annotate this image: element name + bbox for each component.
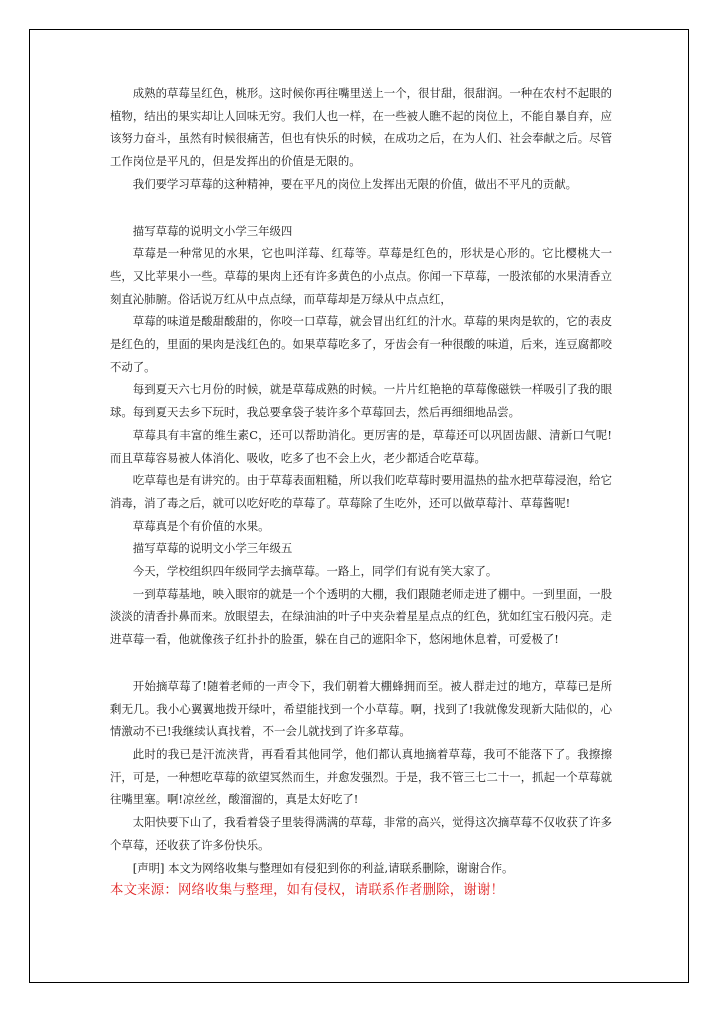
source-notice: 本文来源：网络收集与整理，如有侵权，请联系作者删除，谢谢！ <box>110 883 505 899</box>
paragraph: 草莓具有丰富的维生素C，还可以帮助消化。更厉害的是，草莓还可以巩固齿龈、清新口气呢!而且草莓容易被人体消化、吸收，吃多了也不会上火，老少都适合吃草莓。 <box>110 427 612 465</box>
spacer <box>110 196 612 220</box>
paragraph: 开始摘草莓了!随着老师的一声令下，我们朝着大棚蜂拥而至。被人群走过的地方，草莓已是所剩无几。我小心翼翼地拨开绿叶，希望能找到一个小草莓。啊，找到了!我就像发现新大陆似的，心情激动不已!我继续认真找着，不一会儿就找到了许多草莓。 <box>110 678 612 739</box>
paragraph: 今天，学校组织四年级同学去摘草莓。一路上，同学们有说有笑大家了。 <box>132 564 498 579</box>
spacer <box>110 651 612 675</box>
section-heading-five: 描写草莓的说明文小学三年级五 <box>132 541 293 556</box>
paragraph: 草莓的味道是酸甜酸甜的，你咬一口草莓，就会冒出红红的汁水。草莓的果肉是软的，它的表皮是红色的，里面的果肉是浅红色的。如果草莓吃多了，牙齿会有一种很酸的味道，后来，连豆腐都咬不动了。 <box>110 314 612 374</box>
paragraph: 草莓真是个有价值的水果。 <box>132 518 270 533</box>
paragraph: 我们要学习草莓的这种精神，要在平凡的岗位上发挥出无限的价值，做出不平凡的贡献。 <box>132 176 578 191</box>
disclaimer: [声明] 本文为网络收集与整理如有侵犯到你的利益,请联系删除，谢谢合作。 <box>132 860 514 875</box>
paragraph: 太阳快要下山了，我看着袋子里装得满满的草莓，非常的高兴，觉得这次摘草莓不仅收获了许多个草莓，还收获了许多份快乐。 <box>110 815 612 852</box>
paragraph: 每到夏天六七月份的时候，就是草莓成熟的时候。一片片红艳艳的草莓像磁铁一样吸引了我的眼球。每到夏天去乡下玩时，我总要拿袋子装许多个草莓回去，然后再细细地品尝。 <box>110 382 612 420</box>
paragraph: 吃草莓也是有讲究的。由于草莓表面粗糙，所以我们吃草莓时要用温热的盐水把草莓浸泡，给它消毒，消了毒之后，就可以吃好吃的草莓了。草莓除了生吃外，还可以做草莓汁、草莓酱呢! <box>110 473 612 510</box>
paragraph: 成熟的草莓呈红色，桃形。这时候你再往嘴里送上一个，很甘甜，很甜润。一种在农村不起眼的植物，结出的果实却让人回味无穷。我们人也一样，在一些被人瞧不起的岗位上，不能自暴自弃，应该努力奋斗，虽然有时候很痛苦，但也有快乐的时候，在成功之后，在为人们、社会奉献之后。尽管工作岗位是平凡的，但是发挥出的价值是无限的。 <box>110 86 612 169</box>
document-body <box>110 82 612 903</box>
paragraph: 此时的我已是汗流浃背，再看看其他同学，他们都认真地摘着草莓，我可不能落下了。我擦擦汗，可是，一种想吃草莓的欲望冥然而生，并愈发强烈。于是，我不管三七二十一，抓起一个草莓就往嘴里塞。啊!凉丝丝，酸溜溜的，真是太好吃了! <box>110 746 612 807</box>
paragraph: 一到草莓基地，映入眼帘的就是一个个透明的大棚，我们跟随老师走进了棚中。一到里面，一股淡淡的清香扑鼻而来。放眼望去，在绿油油的叶子中夹杂着星星点点的红色，犹如红宝石般闪亮。走进草莓一看，他就像孩子红扑扑的脸蛋，躲在自己的遮阳伞下，悠闲地休息着，可爱极了! <box>110 586 612 647</box>
paragraph: 草莓是一种常见的水果，它也叫洋莓、红莓等。草莓是红色的，形状是心形的。它比樱桃大一些，又比苹果小一些。草莓的果肉上还有许多黄色的小点点。你闻一下草莓，一股浓郁的水果清香立刻直沁肺腑。俗话说万红从中点点绿，而草莓却是万绿从中点点红， <box>110 246 612 306</box>
section-heading-four: 描写草莓的说明文小学三年级四 <box>132 223 293 238</box>
